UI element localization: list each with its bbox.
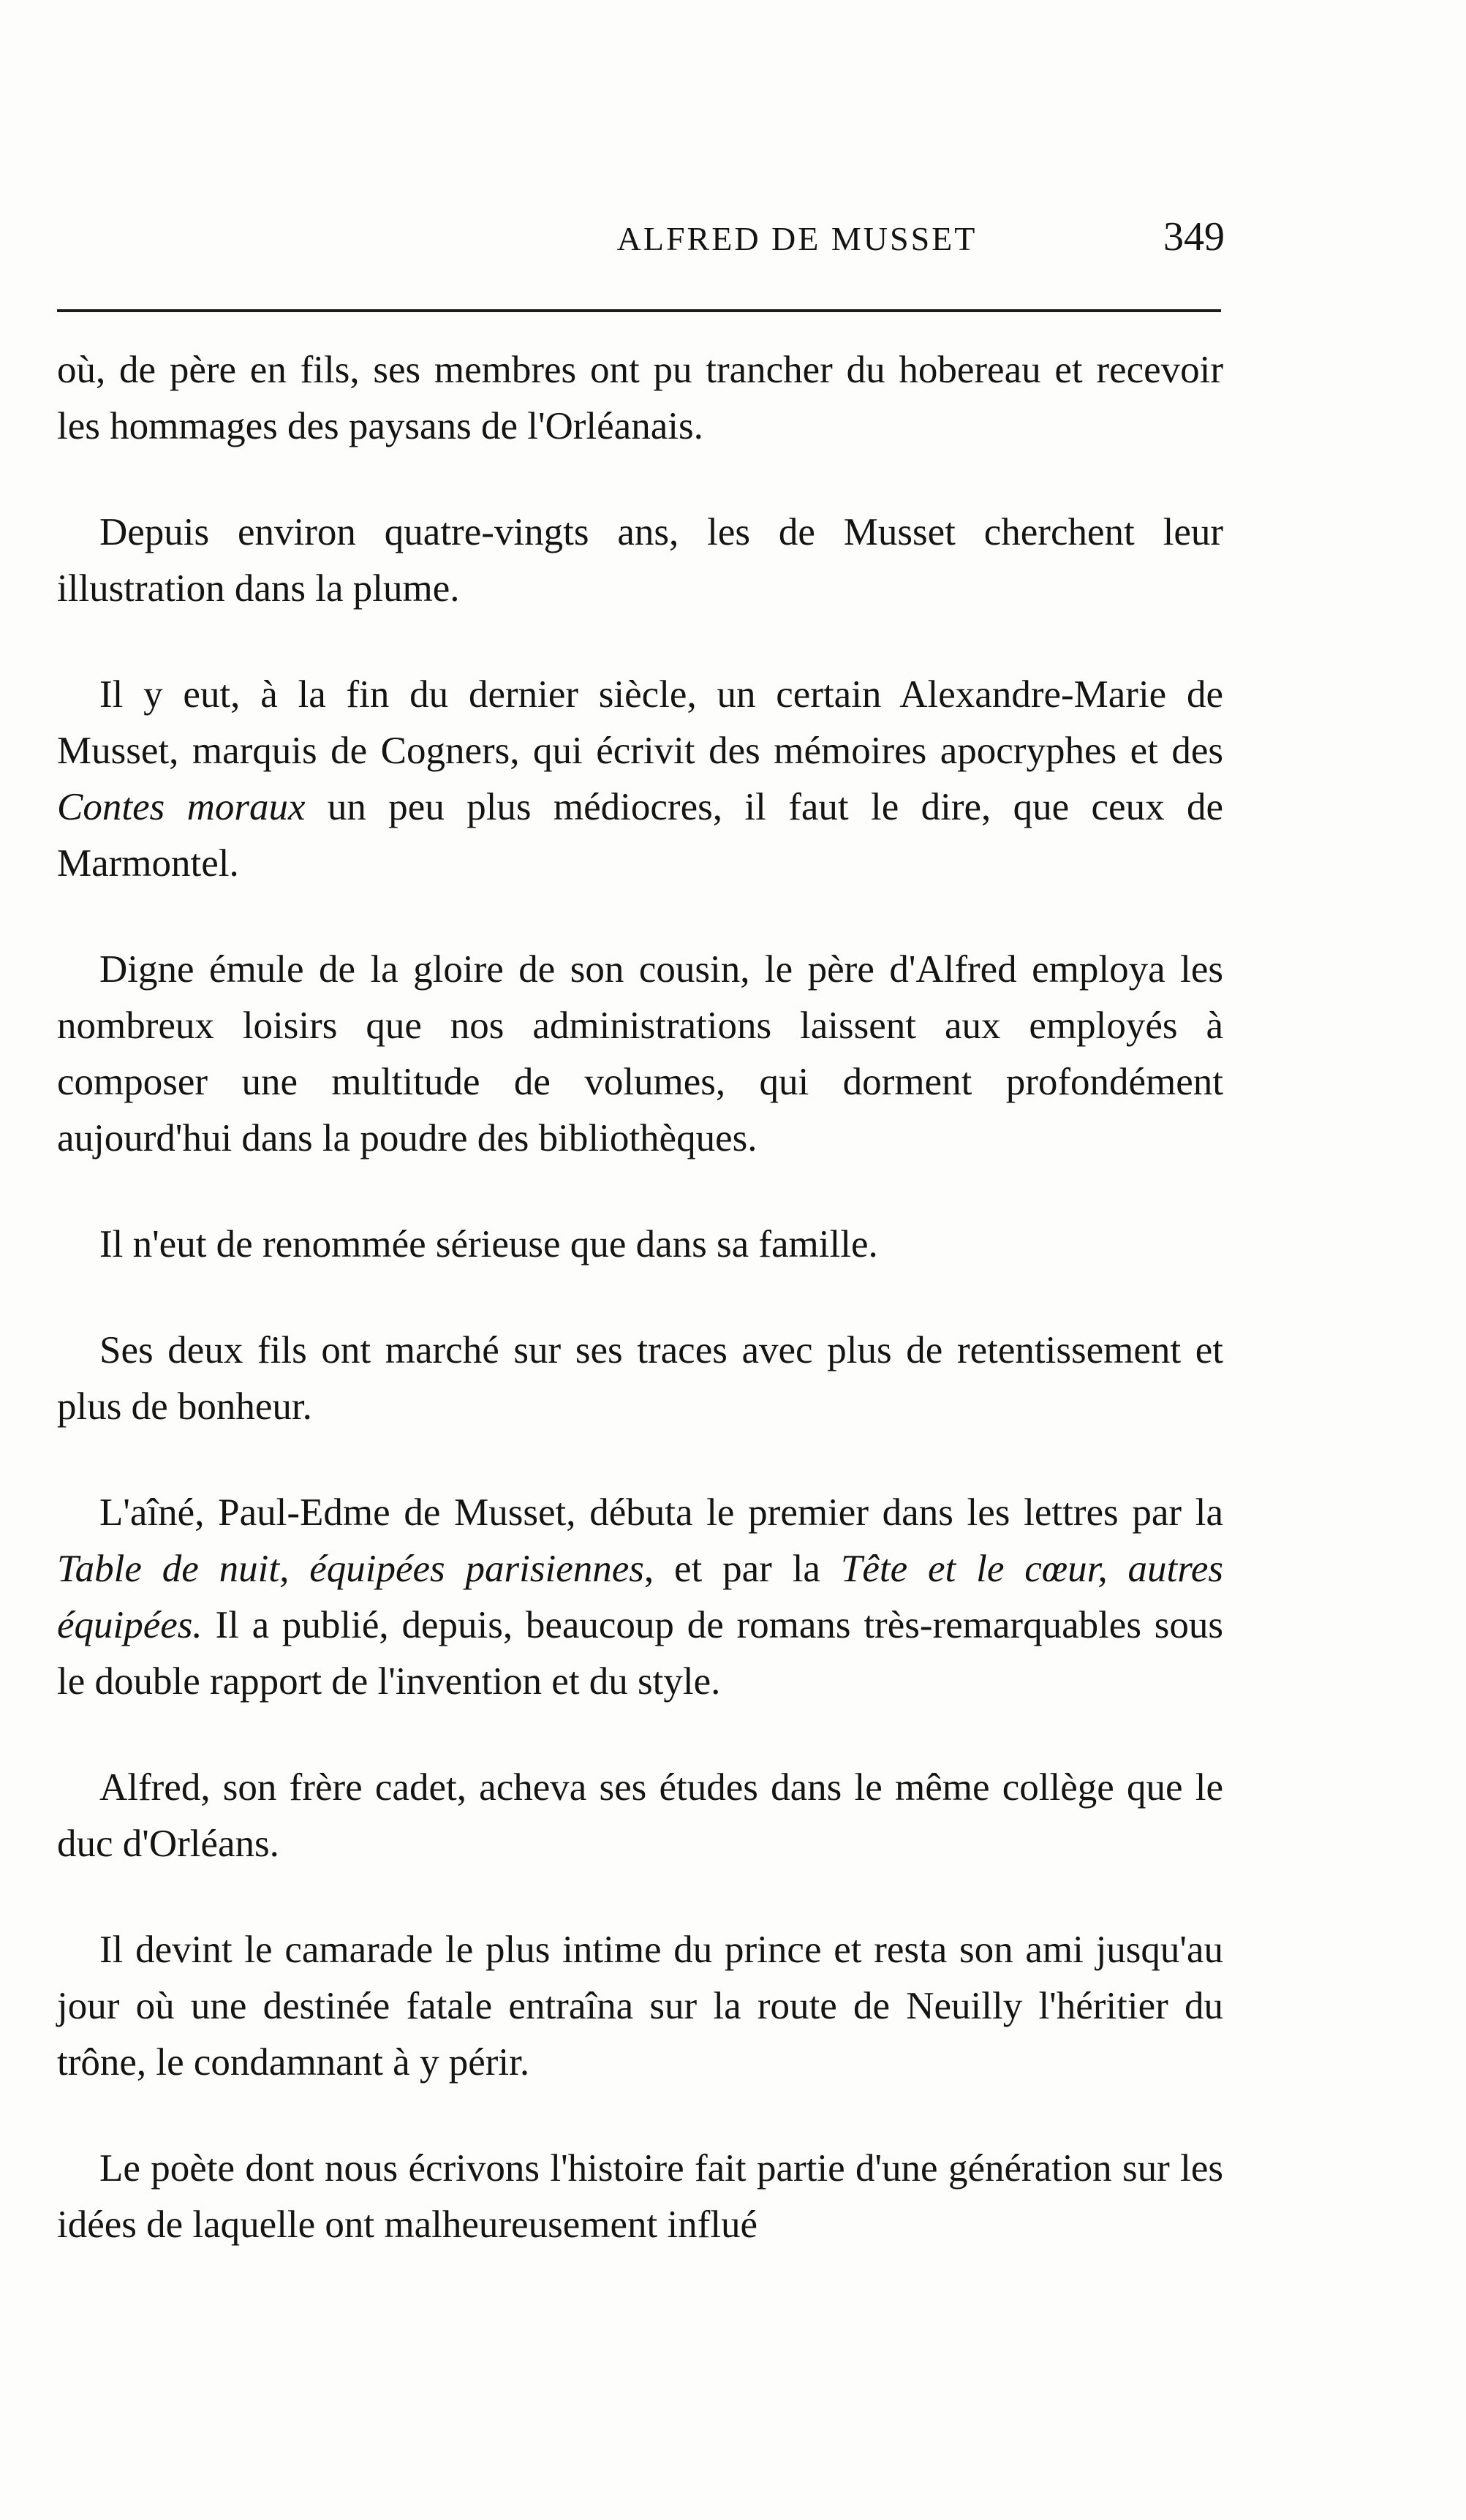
book-title-italic: Table de nuit, équipées parisiennes (57, 1548, 644, 1590)
running-head-title: ALFRED DE MUSSET (616, 220, 978, 257)
body-text (57, 342, 1223, 2253)
paragraph (57, 1760, 1223, 1872)
page-number: 349 (1163, 214, 1225, 260)
paragraph (57, 2141, 1223, 2253)
paragraph (57, 1217, 1223, 1273)
text-span: Il devint le camarade le plus intime du prince et resta son ami jusqu'au jour où une destinée fatale entraîna sur la route de Neuilly l'héritier du trône, le condamnant à y périr. (57, 1929, 1223, 2084)
text-span: Il n'eut de renommée sérieuse que dans sa famille. (99, 1223, 878, 1265)
book-title-italic: Contes moraux (57, 786, 306, 828)
text-span: Il y eut, à la fin du dernier siècle, un certain Alexandre-Marie de Musset, marquis de Cogners, qui écrivit des mémoires apocryphes et des (57, 673, 1223, 772)
text-span: un peu plus médiocres, il faut le dire, que ceux de Marmontel. (57, 786, 1223, 885)
paragraph (57, 667, 1223, 892)
paragraph (57, 504, 1223, 617)
paragraph (57, 1922, 1223, 2091)
text-span: Alfred, son frère cadet, acheva ses études dans le même collège que le duc d'Orléans. (57, 1766, 1223, 1865)
text-span: Il a publié, depuis, beaucoup de romans très-remarquables sous le double rapport de l'invention et du style. (57, 1604, 1223, 1703)
text-span: Le poète dont nous écrivons l'histoire fait partie d'une génération sur les idées de laquelle ont malheureusement influé (57, 2147, 1223, 2246)
header-rule (57, 309, 1221, 312)
text-span: , et par la (643, 1548, 841, 1590)
paragraph (57, 1485, 1223, 1710)
text-span: L'aîné, Paul-Edme de Musset, débuta le premier dans les lettres par la (99, 1491, 1223, 1534)
book-title-italic: Tête et le cœur, autres équipées. (57, 1548, 1224, 1646)
paragraph (57, 1323, 1223, 1435)
text-span: Ses deux fils ont marché sur ses traces avec plus de retentissement et plus de bonheur. (57, 1329, 1223, 1428)
text-span: Depuis environ quatre-vingts ans, les de Musset cherchent leur illustration dans la plume. (57, 511, 1223, 610)
text-span: Digne émule de la gloire de son cousin, le père d'Alfred employa les nombreux loisirs que nos administrations laissent aux employés à composer une multitude de volumes, qui dorment profondément aujourd'hui dans la poudre des bibliothèques. (57, 948, 1223, 1159)
paragraph (57, 942, 1223, 1167)
paragraph (57, 342, 1223, 455)
text-span: où, de père en fils, ses membres ont pu trancher du hobereau et recevoir les hommages des paysans de l'Orléanais. (57, 349, 1223, 447)
